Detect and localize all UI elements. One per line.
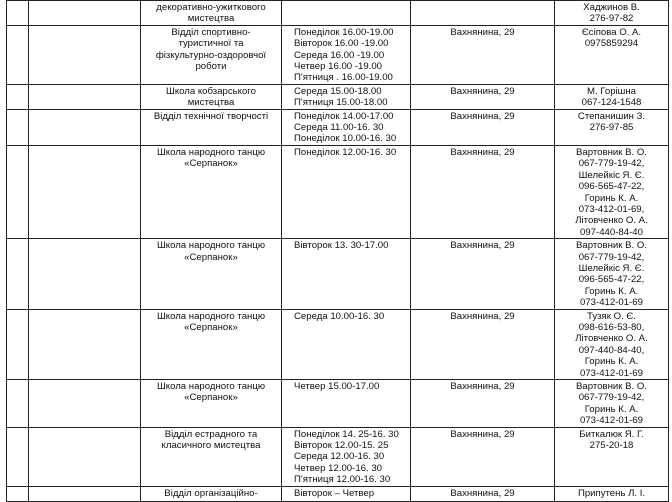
- contact-line: 096-565-47-22,: [578, 181, 645, 193]
- address-cell: [411, 380, 555, 428]
- contact-cell: [555, 239, 669, 309]
- contact-cell: [555, 25, 669, 84]
- address-text: Вахнянина, 29: [450, 487, 515, 499]
- contact-line: Літовченко О. А.: [575, 333, 648, 345]
- contact-line: Шелейкіс Я. Є.: [578, 169, 645, 181]
- department-cell: [141, 84, 282, 109]
- table-row: [7, 486, 669, 501]
- empty-cell: [29, 486, 141, 501]
- department-line: «Серпанок»: [184, 392, 238, 404]
- number-cell: [7, 109, 29, 145]
- address-cell: [411, 239, 555, 309]
- contact-cell: [555, 1, 669, 26]
- department-line: мистецтва: [187, 13, 235, 25]
- contact-cell: [555, 84, 669, 109]
- department-line: мистецтва: [187, 97, 235, 109]
- schedule-cell: [282, 145, 411, 238]
- contact-line: 0975859294: [584, 38, 639, 50]
- department-line: Відділ технічної творчості: [153, 110, 269, 122]
- department-cell: [141, 427, 282, 486]
- schedule-line: Вівторок 12.00-15. 25: [294, 440, 389, 452]
- schedule-table: [6, 0, 669, 502]
- department-line: «Серпанок»: [184, 158, 238, 170]
- address-text: Вахнянина, 29: [450, 381, 515, 392]
- department-line: Відділ естрадного та: [164, 428, 258, 440]
- address-text: Вахнянина, 29: [450, 26, 515, 38]
- schedule-cell: [282, 84, 411, 109]
- address-text: Вахнянина, 29: [450, 85, 515, 97]
- department-line: Школа кобзарського: [166, 85, 256, 97]
- contact-cell: [555, 427, 669, 486]
- department-line: «Серпанок»: [184, 251, 238, 263]
- contact-line: Горинь К. А.: [584, 192, 639, 204]
- department-cell: [141, 486, 282, 501]
- contact-line: 067-779-19-42,: [578, 158, 645, 170]
- contact-cell: [555, 109, 669, 145]
- contact-line: 096-565-47-22,: [578, 274, 645, 286]
- number-cell: [7, 380, 29, 428]
- schedule-line: Четвер 16.00 -19.00: [294, 61, 383, 73]
- department-line: туристичної та: [178, 38, 244, 50]
- department-line: класичного мистецтва: [161, 440, 261, 452]
- department-cell: [141, 25, 282, 84]
- empty-cell: [29, 25, 141, 84]
- contact-line: 097-440-84-40: [580, 226, 643, 238]
- contact-line: Шелейкіс Я. Є.: [578, 262, 645, 274]
- schedule-cell: [282, 486, 411, 501]
- table-row: [7, 427, 669, 486]
- contact-cell: [555, 486, 669, 501]
- department-line: Відділ спортивно-: [171, 26, 251, 38]
- table-row: [7, 309, 669, 379]
- schedule-line: Середа 12.00-16. 30: [294, 451, 385, 463]
- schedule-line: Понеділок 14. 25-16. 30: [294, 428, 399, 440]
- schedule-line: П'ятниця 15.00-18.00: [294, 97, 388, 109]
- empty-cell: [29, 1, 141, 26]
- empty-cell: [29, 380, 141, 428]
- department-line: фізкультурно-оздоровчої: [155, 49, 267, 61]
- number-cell: [7, 486, 29, 501]
- number-cell: [7, 1, 29, 26]
- contact-line: Вартовник В. О.: [576, 381, 647, 392]
- number-cell: [7, 309, 29, 379]
- address-cell: [411, 1, 555, 26]
- schedule-line: Середа 11.00-16. 30: [294, 122, 384, 134]
- schedule-cell: [282, 109, 411, 145]
- contact-line: 073-412-01-69: [580, 297, 643, 309]
- address-text: Вахнянина, 29: [450, 428, 515, 440]
- schedule-line: Понеділок 14.00-17.00: [294, 110, 394, 122]
- schedule-line: Середа 15.00-18.00: [294, 85, 382, 97]
- contact-line: 073-412-01-69: [580, 367, 643, 379]
- schedule-cell: [282, 239, 411, 309]
- table-row: [7, 109, 669, 145]
- contact-line: Припутень Л. І.: [577, 487, 646, 499]
- address-cell: [411, 109, 555, 145]
- number-cell: [7, 25, 29, 84]
- table-body: [7, 1, 669, 502]
- address-cell: [411, 427, 555, 486]
- department-line: Школа народного танцю: [156, 310, 266, 322]
- contact-line: Тузяк О. Є.: [587, 310, 636, 322]
- department-cell: [141, 239, 282, 309]
- schedule-line: Вівторок 16.00 -19.00: [294, 38, 389, 50]
- schedule-line: Вівторок 13. 30-17.00: [294, 240, 389, 252]
- table-row: [7, 25, 669, 84]
- schedule-line: Понеділок 10.00-16. 30: [294, 133, 397, 145]
- schedule-line: Вівторок – Четвер: [294, 487, 375, 499]
- schedule-line: Понеділок 16.00-19.00: [294, 26, 394, 38]
- contact-line: 098-616-53-80,: [578, 321, 645, 333]
- address-text: Вахнянина, 29: [450, 110, 515, 122]
- schedule-line: Середа 10.00-16. 30: [294, 310, 385, 322]
- department-line: «Серпанок»: [184, 321, 238, 333]
- department-line: Школа народного танцю: [156, 240, 266, 252]
- contact-line: М. Горішна: [586, 85, 636, 97]
- contact-line: 073-412-01-69,: [578, 203, 645, 215]
- empty-cell: [29, 109, 141, 145]
- table-row: [7, 239, 669, 309]
- department-line: Відділ організаційно-: [164, 487, 258, 499]
- contact-cell: [555, 309, 669, 379]
- address-cell: [411, 25, 555, 84]
- contact-line: Єсіпова О. А.: [581, 26, 642, 38]
- number-cell: [7, 84, 29, 109]
- address-text: Вахнянина, 29: [450, 146, 515, 158]
- empty-cell: [29, 239, 141, 309]
- contact-line: 067-779-19-42,: [578, 392, 645, 404]
- department-cell: [141, 1, 282, 26]
- empty-cell: [29, 145, 141, 238]
- table-row: [7, 145, 669, 238]
- schedule-cell: [282, 309, 411, 379]
- contact-line: 276-97-85: [589, 122, 634, 134]
- contact-line: 275-20-18: [589, 440, 634, 452]
- empty-cell: [29, 427, 141, 486]
- department-line: роботи: [195, 61, 227, 73]
- department-cell: [141, 109, 282, 145]
- contact-line: 276-97-82: [589, 13, 634, 25]
- contact-line: Вартовник В. О.: [576, 240, 647, 252]
- address-cell: [411, 145, 555, 238]
- schedule-line: Середа 16.00 -19.00: [294, 49, 385, 61]
- department-cell: [141, 380, 282, 428]
- number-cell: [7, 239, 29, 309]
- contact-line: 097-440-84-40,: [578, 344, 645, 356]
- contact-line: Вартовник В. О.: [576, 146, 647, 158]
- address-text: Вахнянина, 29: [450, 310, 515, 322]
- number-cell: [7, 145, 29, 238]
- contact-cell: [555, 145, 669, 238]
- schedule-line: П'ятниця 12.00-16. 30: [294, 474, 391, 486]
- schedule-cell: [282, 380, 411, 428]
- contact-line: Горинь К. А.: [584, 403, 639, 415]
- schedule-cell: [282, 25, 411, 84]
- department-cell: [141, 309, 282, 379]
- number-cell: [7, 427, 29, 486]
- department-cell: [141, 145, 282, 238]
- empty-cell: [29, 309, 141, 379]
- address-text: Вахнянина, 29: [450, 240, 515, 252]
- contact-line: Літовченко О. А.: [575, 215, 648, 227]
- schedule-line: П'ятниця . 16.00-19.00: [294, 72, 393, 84]
- table-row: [7, 84, 669, 109]
- schedule-cell: [282, 427, 411, 486]
- address-cell: [411, 84, 555, 109]
- contact-cell: [555, 380, 669, 428]
- contact-line: Горинь К. А.: [584, 285, 639, 297]
- contact-line: Степанишин З.: [577, 110, 646, 122]
- table-row: [7, 380, 669, 428]
- contact-line: 073-412-01-69: [580, 415, 643, 427]
- department-line: декоративно-ужиткового: [156, 2, 266, 13]
- table-row: [7, 1, 669, 26]
- contact-line: Хаджинов В.: [583, 2, 640, 13]
- schedule-line: Четвер 15.00-17.00: [294, 381, 380, 392]
- schedule-cell: [282, 1, 411, 26]
- contact-line: Биткалюк Я. Г.: [579, 428, 644, 440]
- address-cell: [411, 486, 555, 501]
- contact-line: Горинь К. А.: [584, 356, 639, 368]
- address-cell: [411, 309, 555, 379]
- schedule-line: Понеділок 12.00-16. 30: [294, 146, 397, 158]
- department-line: Школа народного танцю: [156, 381, 266, 392]
- department-line: Школа народного танцю: [156, 146, 266, 158]
- empty-cell: [29, 84, 141, 109]
- contact-line: 067-124-1548: [581, 97, 642, 109]
- schedule-line: Четвер 12.00-16. 30: [294, 462, 383, 474]
- contact-line: 067-779-19-42,: [578, 251, 645, 263]
